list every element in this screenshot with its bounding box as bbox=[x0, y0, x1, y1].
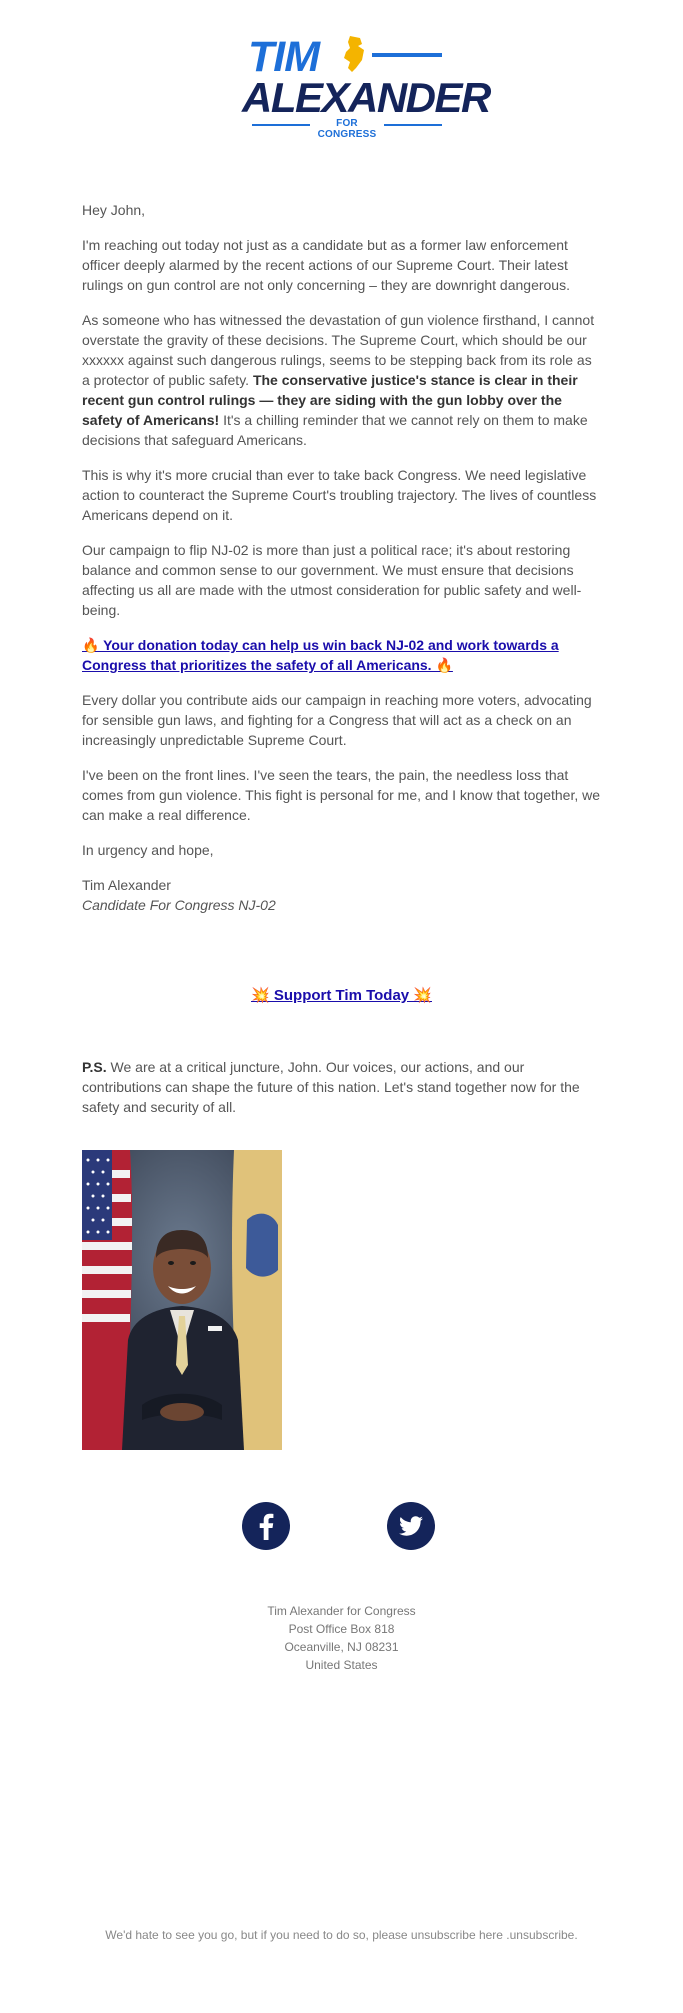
paragraph-bold-text: The conservative justice's stance is clear in their recent gun control rulings — they are siding with the gun lobby over the safety of Americans! bbox=[82, 372, 578, 428]
signature-title: Candidate For Congress NJ-02 bbox=[82, 897, 276, 913]
paragraph bbox=[82, 310, 602, 450]
footer-country: United States bbox=[305, 1658, 378, 1672]
paragraph: I've been on the front lines. I've seen the tears, the pain, the needless loss that comes from gun violence. This fight is personal for me, and I know that together, we can make a real difference. bbox=[82, 767, 601, 823]
footer-address-line: Oceanville, NJ 08231 bbox=[284, 1640, 399, 1654]
new-jersey-icon bbox=[340, 34, 370, 74]
facebook-icon[interactable] bbox=[242, 1502, 290, 1550]
unsubscribe-text[interactable]: We'd hate to see you go, but if you need to do so, please unsubscribe here .unsubscribe. bbox=[105, 1928, 578, 1942]
logo-first-name: TIM bbox=[248, 33, 320, 81]
paragraph: Our campaign to flip NJ-02 is more than just a political race; it's about restoring balance and common sense to our government. We must ensure that decisions affecting us all are made with the utmost consideration for public safety and well-being. bbox=[82, 542, 582, 618]
closing: In urgency and hope, bbox=[82, 842, 214, 858]
signature-name: Tim Alexander bbox=[82, 877, 171, 893]
footer-address bbox=[0, 1602, 683, 1674]
postscript bbox=[82, 1057, 602, 1117]
support-section bbox=[0, 986, 683, 1004]
greeting: Hey John, bbox=[82, 202, 146, 218]
campaign-logo bbox=[240, 30, 490, 140]
footer-org: Tim Alexander for Congress bbox=[267, 1604, 416, 1618]
email-body bbox=[82, 200, 602, 915]
logo-rule bbox=[252, 124, 310, 126]
logo-last-name: ALEXANDER bbox=[242, 74, 490, 121]
paragraph: I'm reaching out today not just as a candidate but as a former law enforcement officer deeply alarmed by the recent actions of our Supreme Court. Their latest rulings on gun control are not only concerning – they are downright dangerous. bbox=[82, 237, 570, 293]
twitter-icon[interactable] bbox=[387, 1502, 435, 1550]
paragraph-text: It's a chilling reminder that we cannot rely on them to make decisions that safeguard Americans. bbox=[82, 412, 588, 448]
cta-paragraph bbox=[82, 635, 602, 675]
footer-address-line: Post Office Box 818 bbox=[288, 1622, 395, 1636]
logo-tagline: FOR CONGRESS bbox=[317, 118, 377, 140]
paragraph: Every dollar you contribute aids our campaign in reaching more voters, advocating for sensible gun laws, and fighting for a Congress that will act as a check on an increasingly unpredictable Supreme Court. bbox=[82, 692, 592, 748]
paragraph-text: As someone who has witnessed the devastation of gun violence firsthand, I cannot overstate the gravity of these decisions. The Supreme Court, which should be our xxxxxx against such dangerous rulings, seems to be stepping back from its role as a protector of public safety. bbox=[82, 312, 595, 388]
logo-rule bbox=[384, 124, 442, 126]
support-link[interactable]: 💥 Support Tim Today 💥 bbox=[251, 987, 432, 1004]
donate-link[interactable]: 🔥 Your donation today can help us win back NJ-02 and work towards a Congress that prioritizes the safety of all Americans. 🔥 bbox=[82, 637, 559, 673]
logo-rule bbox=[372, 53, 442, 57]
candidate-photo bbox=[82, 1150, 282, 1450]
paragraph: This is why it's more crucial than ever to take back Congress. We need legislative action to counteract the Supreme Court's troubling trajectory. The lives of countless Americans depend on it. bbox=[82, 467, 597, 523]
ps-label: P.S. bbox=[82, 1059, 107, 1075]
ps-text: We are at a critical juncture, John. Our voices, our actions, and our contributions can shape the future of this nation. Let's stand together now for the safety and security of all. bbox=[82, 1059, 580, 1115]
